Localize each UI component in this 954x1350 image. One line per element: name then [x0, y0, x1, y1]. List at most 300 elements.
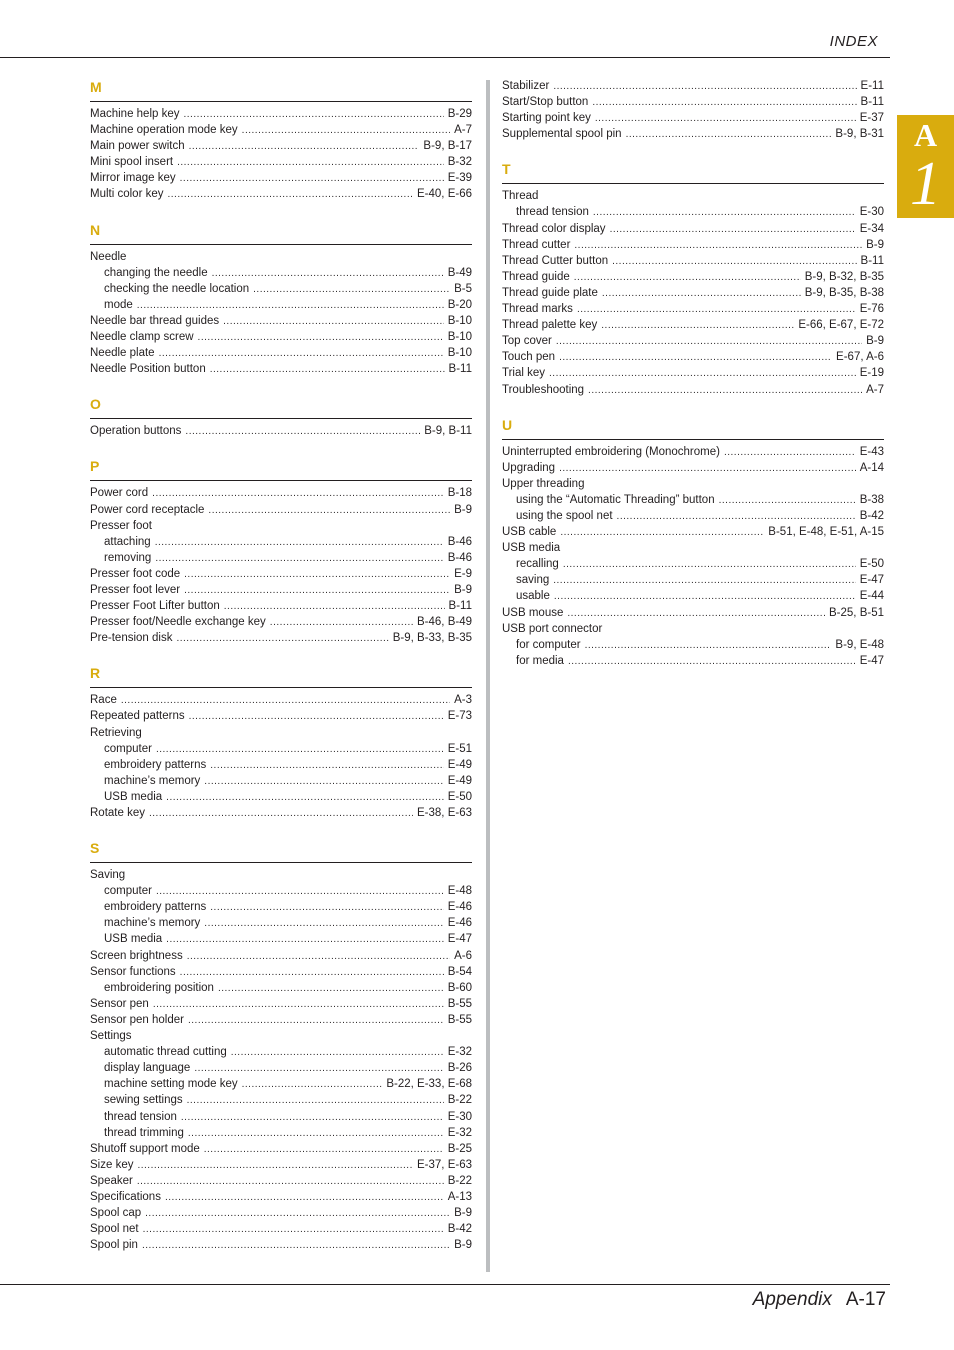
- index-entry: [90, 1157, 472, 1173]
- index-subentry: [90, 931, 472, 947]
- section-rule: [90, 418, 472, 419]
- index-subentry: [90, 915, 472, 931]
- dot-leader: [602, 285, 801, 302]
- dot-leader: [137, 297, 444, 314]
- index-entry: [90, 1141, 472, 1157]
- page-reference: E-30: [859, 206, 884, 219]
- dot-leader: [553, 78, 856, 95]
- page-reference: B-9, B-17: [423, 140, 472, 153]
- index-term: computer: [104, 742, 152, 755]
- section-rule: [90, 687, 472, 688]
- index-term: Main power switch: [90, 140, 185, 153]
- dot-leader: [574, 269, 801, 286]
- dot-leader: [577, 301, 856, 318]
- page-reference: A-3: [454, 694, 472, 707]
- index-term: Presser Foot Lifter button: [90, 600, 220, 613]
- index-term: Thread palette key: [502, 319, 598, 332]
- index-subentry: [90, 1125, 472, 1141]
- index-term: USB mouse: [502, 606, 564, 619]
- page-reference: B-9: [454, 503, 472, 516]
- index-entry: [90, 1221, 472, 1237]
- index-entry: [90, 423, 472, 439]
- page-reference: B-9: [866, 335, 884, 348]
- index-term: Speaker: [90, 1174, 133, 1187]
- section-letter: S: [90, 840, 100, 857]
- dot-leader: [121, 692, 450, 709]
- page-reference: B-5: [454, 282, 472, 295]
- index-term: thread tension: [104, 1110, 177, 1123]
- index-term: machine’s memory: [104, 917, 201, 930]
- dot-leader: [567, 605, 825, 622]
- index-subentry: [90, 1060, 472, 1076]
- page-reference: E-47: [859, 654, 884, 667]
- page-reference: B-9: [454, 1239, 472, 1252]
- page-reference: E-49: [447, 758, 472, 771]
- index-entry: [502, 301, 884, 317]
- index-term: USB port connector: [502, 622, 603, 635]
- index-subentry: [90, 773, 472, 789]
- dot-leader: [253, 281, 450, 298]
- index-entry: [90, 485, 472, 501]
- index-subentry: [502, 637, 884, 653]
- dot-leader: [159, 345, 444, 362]
- index-entry: [502, 269, 884, 285]
- index-term: automatic thread cutting: [104, 1046, 227, 1059]
- index-term: Upgrading: [502, 461, 556, 474]
- footer-rule: [0, 1284, 890, 1285]
- index-entry: [90, 598, 472, 614]
- index-term: Multi color key: [90, 188, 164, 201]
- index-subentry: [90, 980, 472, 996]
- index-entry: [502, 365, 884, 381]
- page-reference: B-38: [859, 493, 884, 506]
- index-entry: [90, 1012, 472, 1028]
- page-reference: E-47: [859, 574, 884, 587]
- index-term: Sensor pen: [90, 997, 149, 1010]
- dot-leader: [137, 1173, 444, 1190]
- dot-leader: [187, 1092, 444, 1109]
- index-column-right: [502, 78, 884, 669]
- page-reference: B-11: [860, 254, 884, 267]
- index-entry: [90, 249, 472, 265]
- index-term: Thread marks: [502, 303, 573, 316]
- dot-leader: [188, 1012, 444, 1029]
- index-term: Sensor pen holder: [90, 1013, 184, 1026]
- page-reference: B-9, B-33, B-35: [392, 632, 472, 645]
- dot-leader: [210, 361, 445, 378]
- page-reference: E-34: [859, 222, 884, 235]
- dot-leader: [188, 1125, 444, 1142]
- index-entry: [502, 540, 884, 556]
- page-reference: B-9, B-11: [424, 425, 472, 438]
- page-reference: B-11: [448, 363, 472, 376]
- section-rule: [90, 480, 472, 481]
- index-entry: [90, 106, 472, 122]
- page-reference: B-29: [447, 108, 472, 120]
- index-entry: [90, 1205, 472, 1221]
- index-term: Needle clamp screw: [90, 331, 194, 344]
- dot-leader: [184, 106, 444, 123]
- page-reference: E-73: [447, 710, 472, 723]
- dot-leader: [189, 138, 420, 155]
- page-reference: E-32: [447, 1046, 472, 1059]
- page-reference: E-66, E-67, E-72: [798, 319, 884, 332]
- index-entry: [502, 253, 884, 269]
- index-entry: [502, 444, 884, 460]
- page-reference: E-76: [859, 303, 884, 316]
- page-reference: B-9: [454, 1207, 472, 1220]
- index-subentry: [502, 572, 884, 588]
- page-reference: B-46: [447, 535, 472, 548]
- section-letter: U: [502, 416, 513, 433]
- index-term: Thread guide: [502, 270, 570, 283]
- index-subentry: [90, 899, 472, 915]
- index-entry: [90, 138, 472, 154]
- index-subentry: [90, 1076, 472, 1092]
- dot-leader: [554, 588, 856, 605]
- index-entry: [502, 317, 884, 333]
- index-term: using the spool net: [516, 509, 613, 522]
- index-entry: [502, 349, 884, 365]
- index-subentry: [90, 281, 472, 297]
- page-reference: A-13: [447, 1190, 472, 1203]
- page-reference: B-46: [447, 551, 472, 564]
- column-divider: [486, 80, 490, 1272]
- index-entry: [90, 122, 472, 138]
- index-entry: [90, 566, 472, 582]
- section-rule: [502, 183, 884, 184]
- page-reference: E-39: [447, 172, 472, 185]
- index-term: for computer: [516, 638, 581, 651]
- index-term: sewing settings: [104, 1094, 183, 1107]
- index-term: Repeated patterns: [90, 710, 185, 723]
- page-reference: B-20: [447, 298, 472, 311]
- page-number: A-17: [845, 1289, 886, 1310]
- index-term: Presser foot: [90, 519, 152, 532]
- index-subentry: [502, 653, 884, 669]
- chapter-tab-number: 1: [910, 150, 941, 218]
- index-term: USB media: [104, 790, 163, 803]
- page-reference: B-42: [859, 509, 884, 522]
- index-term: Mirror image key: [90, 172, 176, 185]
- dot-leader: [185, 423, 420, 440]
- index-subentry: [90, 534, 472, 550]
- page-reference: A-6: [454, 949, 472, 962]
- dot-leader: [180, 964, 444, 981]
- page-reference: B-49: [447, 266, 472, 279]
- index-subentry: [90, 757, 472, 773]
- index-entry: [502, 476, 884, 492]
- index-term: Shutoff support mode: [90, 1142, 200, 1155]
- index-term: Needle plate: [90, 347, 155, 360]
- index-subentry: [502, 508, 884, 524]
- index-term: Needle bar thread guides: [90, 314, 220, 327]
- section-letter: P: [90, 458, 100, 475]
- index-entry: [90, 805, 472, 821]
- page-footer: [753, 1289, 886, 1311]
- page-reference: E-47: [447, 933, 472, 946]
- index-term: USB media: [104, 933, 163, 946]
- dot-leader: [210, 899, 443, 916]
- index-term: Specifications: [90, 1190, 161, 1203]
- dot-leader: [155, 550, 443, 567]
- index-entry: [90, 329, 472, 345]
- index-term: Thread Cutter button: [502, 254, 609, 267]
- index-subentry: [502, 492, 884, 508]
- section-rule: [90, 101, 472, 102]
- page-reference: E-43: [859, 445, 884, 458]
- dot-leader: [617, 508, 856, 525]
- page-reference: B-60: [447, 981, 472, 994]
- index-entry: [90, 1189, 472, 1205]
- index-term: Touch pen: [502, 351, 556, 364]
- dot-leader: [181, 1109, 444, 1126]
- index-entry: [90, 154, 472, 170]
- page-reference: E-30: [447, 1110, 472, 1123]
- page-reference: E-40, E-66: [417, 188, 472, 201]
- index-entry: [502, 221, 884, 237]
- page-reference: E-51: [447, 742, 472, 755]
- index-entry: [90, 867, 472, 883]
- index-term: Starting point key: [502, 112, 591, 125]
- index-term: Thread: [502, 190, 539, 203]
- page-reference: B-9, E-48: [835, 638, 884, 651]
- dot-leader: [560, 524, 764, 541]
- index-term: Operation buttons: [90, 425, 182, 438]
- index-term: recalling: [516, 558, 559, 571]
- dot-leader: [166, 931, 444, 948]
- dot-leader: [574, 237, 862, 254]
- index-entry: [502, 621, 884, 637]
- page-reference: B-22: [447, 1094, 472, 1107]
- dot-leader: [198, 329, 444, 346]
- dot-leader: [156, 741, 444, 758]
- dot-leader: [270, 614, 413, 631]
- dot-leader: [592, 94, 856, 111]
- page-reference: E-50: [859, 558, 884, 571]
- index-entry: [90, 964, 472, 980]
- section-letter: R: [90, 665, 101, 682]
- dot-leader: [210, 757, 443, 774]
- dot-leader: [189, 708, 444, 725]
- index-term: display language: [104, 1062, 191, 1075]
- index-term: Spool pin: [90, 1239, 138, 1252]
- dot-leader: [568, 653, 856, 670]
- dot-leader: [242, 122, 450, 139]
- index-term: Thread cutter: [502, 238, 571, 251]
- index-entry: [502, 382, 884, 398]
- page-reference: B-10: [447, 331, 472, 344]
- page-reference: B-10: [447, 314, 472, 327]
- section-letter: O: [90, 396, 101, 413]
- page-reference: B-54: [447, 965, 472, 978]
- page-reference: B-55: [447, 997, 472, 1010]
- index-term: Trial key: [502, 367, 546, 380]
- index-term: attaching: [104, 535, 151, 548]
- page-reference: E-44: [859, 590, 884, 603]
- page-reference: E-46: [447, 901, 472, 914]
- dot-leader: [242, 1076, 383, 1093]
- page-reference: B-22: [447, 1174, 472, 1187]
- page-reference: B-9: [454, 583, 472, 596]
- dot-leader: [176, 630, 388, 647]
- page-reference: B-9: [866, 238, 884, 251]
- index-entry: [90, 518, 472, 534]
- section-letter: T: [502, 161, 511, 178]
- index-entry: [502, 94, 884, 110]
- index-subentry: [502, 204, 884, 220]
- index-term: computer: [104, 885, 152, 898]
- index-term: Thread color display: [502, 222, 606, 235]
- index-term: Presser foot lever: [90, 583, 181, 596]
- index-subentry: [502, 588, 884, 604]
- index-entry: [90, 996, 472, 1012]
- index-subentry: [90, 883, 472, 899]
- index-subentry: [90, 741, 472, 757]
- page-reference: B-25: [447, 1142, 472, 1155]
- index-entry: [90, 614, 472, 630]
- page-reference: B-11: [860, 96, 884, 109]
- page-reference: B-10: [447, 347, 472, 360]
- dot-leader: [612, 253, 856, 270]
- dot-leader: [168, 186, 414, 203]
- index-term: Rotate key: [90, 807, 145, 819]
- dot-leader: [610, 221, 856, 238]
- index-entry: [90, 170, 472, 186]
- index-subentry: [502, 556, 884, 572]
- dot-leader: [184, 566, 450, 583]
- index-entry: [502, 237, 884, 253]
- page-reference: E-67, A-6: [836, 351, 884, 364]
- dot-leader: [223, 313, 444, 330]
- index-entry: [90, 1028, 472, 1044]
- section-rule: [502, 439, 884, 440]
- page-reference: E-46: [447, 917, 472, 930]
- dot-leader: [204, 773, 443, 790]
- index-entry: [90, 186, 472, 202]
- page-reference: B-22, E-33, E-68: [386, 1078, 472, 1091]
- index-term: Screen brightness: [90, 949, 183, 962]
- index-term: Uninterrupted embroidering (Monochrome): [502, 445, 720, 458]
- page-reference: E-11: [860, 80, 884, 92]
- index-entry: [90, 725, 472, 741]
- footer-section-label: Appendix: [752, 1289, 832, 1310]
- dot-leader: [626, 126, 832, 143]
- index-entry: [502, 285, 884, 301]
- index-term: Power cord: [90, 487, 149, 500]
- dot-leader: [231, 1044, 444, 1061]
- index-entry: [502, 126, 884, 142]
- index-term: embroidering position: [104, 981, 214, 994]
- index-subentry: [90, 550, 472, 566]
- page-reference: E-48: [447, 885, 472, 898]
- index-term: Pre-tension disk: [90, 632, 173, 645]
- page-reference: B-11: [448, 600, 472, 613]
- index-subentry: [90, 1092, 472, 1108]
- index-entry: [502, 78, 884, 94]
- index-entry: [90, 313, 472, 329]
- dot-leader: [177, 154, 444, 171]
- index-term: Spool net: [90, 1223, 139, 1236]
- index-term: Size key: [90, 1158, 134, 1171]
- page-reference: B-9, B-35, B-38: [804, 286, 884, 299]
- index-entry: [90, 1173, 472, 1189]
- page-reference: E-49: [447, 774, 472, 787]
- page-reference: E-37: [859, 112, 884, 125]
- dot-leader: [143, 1221, 444, 1238]
- index-term: embroidery patterns: [104, 758, 207, 771]
- index-term: usable: [516, 590, 550, 603]
- index-term: Machine operation mode key: [90, 124, 238, 137]
- index-term: Saving: [90, 869, 126, 882]
- page-reference: A-7: [866, 383, 884, 396]
- index-term: thread tension: [516, 206, 589, 219]
- dot-leader: [588, 382, 862, 399]
- page-reference: B-46, B-49: [417, 616, 472, 629]
- page-reference: B-25, B-51: [829, 606, 884, 619]
- index-term: Top cover: [502, 335, 552, 348]
- index-subentry: [90, 265, 472, 281]
- index-term: Thread guide plate: [502, 286, 598, 299]
- dot-leader: [153, 996, 444, 1013]
- dot-leader: [149, 805, 413, 822]
- dot-leader: [601, 317, 794, 334]
- index-entry: [90, 708, 472, 724]
- index-term: saving: [516, 574, 550, 587]
- section-letter: M: [90, 79, 102, 95]
- index-term: Needle: [90, 250, 127, 263]
- section-letter: N: [90, 221, 101, 238]
- header-rule: [0, 57, 890, 58]
- index-entry: [90, 345, 472, 361]
- dot-leader: [152, 485, 444, 502]
- page-reference: B-18: [447, 487, 472, 500]
- page-header-title: INDEX: [829, 33, 878, 50]
- dot-leader: [559, 460, 856, 477]
- dot-leader: [166, 789, 444, 806]
- index-term: Upper threading: [502, 477, 585, 490]
- index-term: machine setting mode key: [104, 1078, 238, 1091]
- index-entry: [502, 333, 884, 349]
- page-reference: E-50: [447, 790, 472, 803]
- index-entry: [90, 1237, 472, 1253]
- page-reference: E-9: [454, 567, 472, 580]
- index-term: machine’s memory: [104, 774, 201, 787]
- dot-leader: [142, 1237, 450, 1254]
- index-entry: [90, 948, 472, 964]
- index-entry: [502, 110, 884, 126]
- index-term: changing the needle: [104, 266, 208, 279]
- index-term: Sensor functions: [90, 965, 176, 978]
- index-column-left: [90, 78, 472, 1253]
- index-entry: [90, 361, 472, 377]
- dot-leader: [187, 948, 450, 965]
- index-term: for media: [516, 654, 564, 667]
- index-term: Mini spool insert: [90, 156, 174, 169]
- chapter-tab-letter: A: [913, 117, 938, 153]
- dot-leader: [593, 204, 856, 221]
- index-term: checking the needle location: [104, 282, 250, 295]
- index-term: Settings: [90, 1030, 132, 1043]
- page-reference: B-9, B-32, B-35: [804, 270, 884, 283]
- page-reference: B-55: [447, 1013, 472, 1026]
- index-entry: [90, 692, 472, 708]
- index-entry: [90, 630, 472, 646]
- index-subentry: [90, 297, 472, 313]
- section-rule: [90, 862, 472, 863]
- index-entry: [502, 460, 884, 476]
- dot-leader: [165, 1189, 444, 1206]
